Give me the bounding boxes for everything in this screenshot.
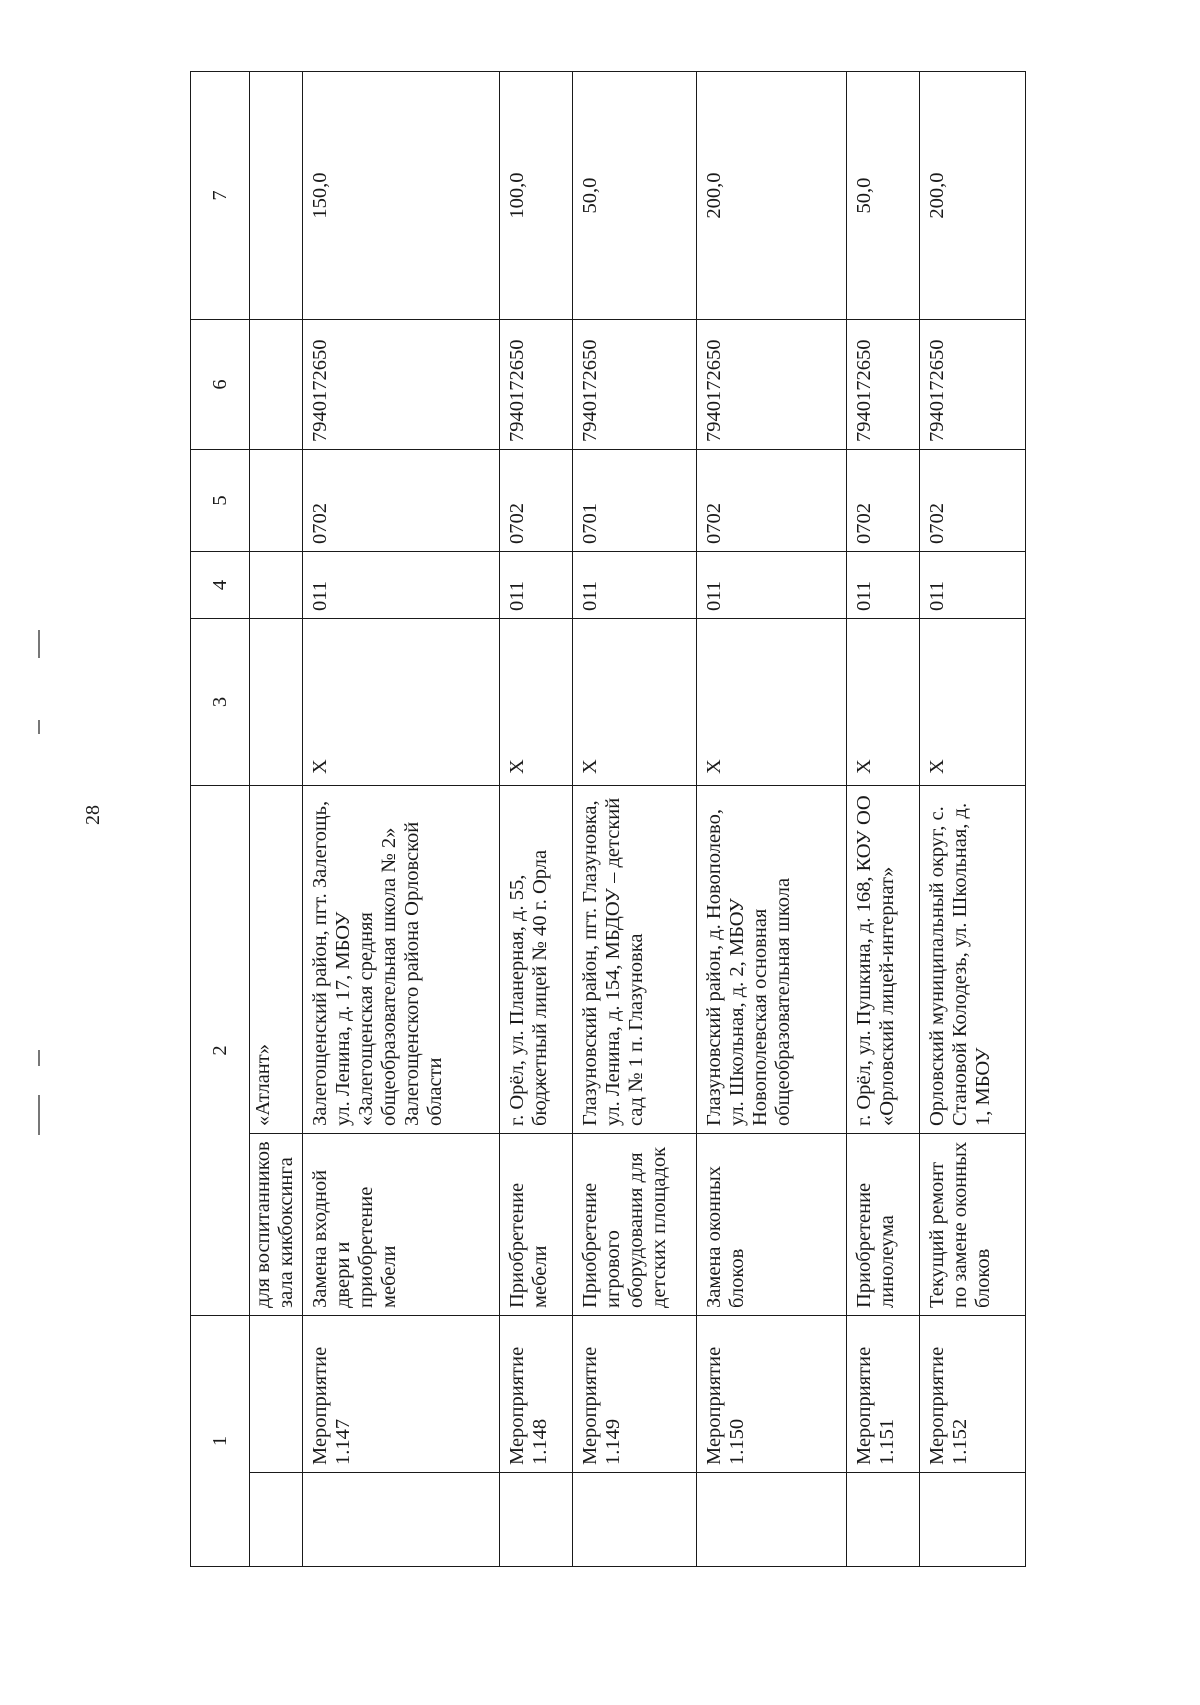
- table-row: [697, 72, 847, 1567]
- header-cell-5: 5: [191, 450, 250, 552]
- row-col3: Х: [697, 619, 847, 786]
- row-id: Мероприятие 1.152: [920, 1316, 1026, 1473]
- row-id: [250, 1316, 303, 1473]
- table-row: [500, 72, 573, 1567]
- row-col3: Х: [303, 619, 500, 786]
- row-col6: 7940172650: [920, 320, 1026, 450]
- row-id: Мероприятие 1.149: [573, 1316, 697, 1473]
- row-col7: 50,0: [847, 72, 920, 320]
- row-address: Орловский муниципальный округ, с. Становой Колодезь, ул. Школьная, д. 1, МБОУ: [920, 786, 1026, 1134]
- rotated-table-container: [190, 72, 1090, 1567]
- scan-mark: [38, 1095, 40, 1135]
- spacer-cell: [250, 1473, 303, 1567]
- row-address: г. Орёл, ул. Планерная, д. 55, бюджетный лицей № 40 г. Орла: [500, 786, 573, 1134]
- row-address: «Атлант»: [250, 786, 303, 1134]
- table-row: [573, 72, 697, 1567]
- row-id: Мероприятие 1.148: [500, 1316, 573, 1473]
- row-id: Мероприятие 1.151: [847, 1316, 920, 1473]
- spacer-cell: [697, 1473, 847, 1567]
- spacer-cell: [920, 1473, 1026, 1567]
- row-col4: [250, 552, 303, 619]
- row-id: Мероприятие 1.147: [303, 1316, 500, 1473]
- row-col3: Х: [500, 619, 573, 786]
- row-col4: 011: [697, 552, 847, 619]
- table-row: [847, 72, 920, 1567]
- spacer-cell: [303, 1473, 500, 1567]
- row-col3: Х: [847, 619, 920, 786]
- row-col6: 7940172650: [573, 320, 697, 450]
- row-col7: 200,0: [920, 72, 1026, 320]
- row-col7: 150,0: [303, 72, 500, 320]
- header-cell-4: 4: [191, 552, 250, 619]
- header-cell-7: 7: [191, 72, 250, 320]
- row-col6: 7940172650: [500, 320, 573, 450]
- row-address: Залегощенский район, пгт. Залегощь, ул. Ленина, д. 17, МБОУ «Залегощенская средняя общеобразовательная школа № 2» Залегощенского района Орловской области: [303, 786, 500, 1134]
- row-col4: 011: [573, 552, 697, 619]
- row-description: Замена входной двери и приобретение мебели: [303, 1134, 500, 1316]
- row-col5: 0702: [920, 450, 1026, 552]
- row-description: Текущий ремонт по замене оконных блоков: [920, 1134, 1026, 1316]
- row-description: Приобретение мебели: [500, 1134, 573, 1316]
- row-description: Приобретение линолеума: [847, 1134, 920, 1316]
- row-col3: [250, 619, 303, 786]
- row-col5: 0702: [847, 450, 920, 552]
- row-col5: 0702: [303, 450, 500, 552]
- row-col6: 7940172650: [303, 320, 500, 450]
- row-col7: 200,0: [697, 72, 847, 320]
- row-id: Мероприятие 1.150: [697, 1316, 847, 1473]
- row-col6: 7940172650: [697, 320, 847, 450]
- row-col5: 0702: [697, 450, 847, 552]
- scan-mark: [38, 720, 40, 734]
- row-col4: 011: [920, 552, 1026, 619]
- row-col7: 100,0: [500, 72, 573, 320]
- row-address: Глазуновский район, пгт. Глазуновка, ул. Ленина, д. 154, МБДОУ – детский сад № 1 п. Глазуновка: [573, 786, 697, 1134]
- header-cell-3: 3: [191, 619, 250, 786]
- row-col5: 0702: [500, 450, 573, 552]
- expenditure-table: [190, 71, 1026, 1567]
- row-col3: Х: [573, 619, 697, 786]
- row-col7: [250, 72, 303, 320]
- row-col7: 50,0: [573, 72, 697, 320]
- table-header-row: [191, 72, 250, 1567]
- header-cell-6: 6: [191, 320, 250, 450]
- row-description: Замена оконных блоков: [697, 1134, 847, 1316]
- row-col6: 7940172650: [847, 320, 920, 450]
- table-row: [303, 72, 500, 1567]
- table-row: [920, 72, 1026, 1567]
- page-number: 28: [82, 805, 104, 825]
- row-col4: 011: [500, 552, 573, 619]
- row-col3: Х: [920, 619, 1026, 786]
- row-col5: 0701: [573, 450, 697, 552]
- scan-mark: [38, 630, 40, 658]
- row-col4: 011: [303, 552, 500, 619]
- scan-mark: [38, 1050, 40, 1066]
- row-col4: 011: [847, 552, 920, 619]
- table-row-continuation: [250, 72, 303, 1567]
- row-col5: [250, 450, 303, 552]
- spacer-cell: [500, 1473, 573, 1567]
- row-description: Приобретение игрового оборудования для детских площадок: [573, 1134, 697, 1316]
- row-address: Глазуновский район, д. Новополево, ул. Школьная, д. 2, МБОУ Новополевская основная общеобразовательная школа: [697, 786, 847, 1134]
- spacer-cell: [573, 1473, 697, 1567]
- row-address: г. Орёл, ул. Пушкина, д. 168, КОУ ОО «Орловский лицей-интернат»: [847, 786, 920, 1134]
- spacer-cell: [847, 1473, 920, 1567]
- row-col6: [250, 320, 303, 450]
- row-description: для воспитанников зала кикбоксинга: [250, 1134, 303, 1316]
- header-cell-1: 1: [191, 1316, 250, 1567]
- header-cell-2: 2: [191, 786, 250, 1316]
